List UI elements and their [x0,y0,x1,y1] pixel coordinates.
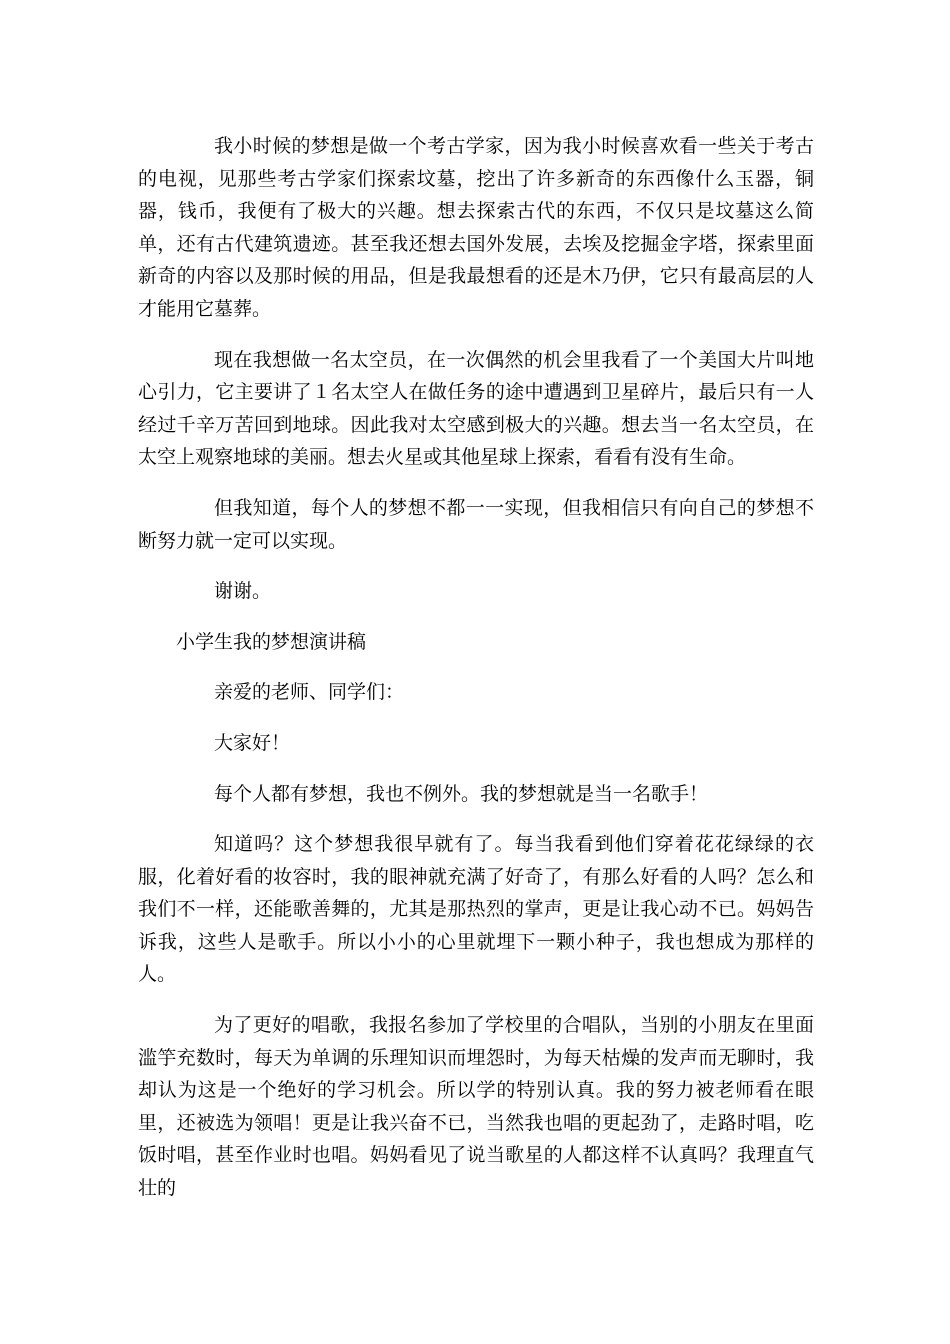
paragraph-choir: 为了更好的唱歌，我报名参加了学校里的合唱队，当别的小朋友在里面滥竽充数时，每天为单调的乐理知识而埋怨时，为每天枯燥的发声而无聊时，我却认为这是一个绝好的学习机会。所以学的特别认真。我的努力被老师看在眼里，还被选为领唱！更是让我兴奋不已，当然我也唱的更起劲了，走路时唱，吃饭时唱，甚至作业时也唱。妈妈看见了说当歌星的人都这样不认真吗？我理直气壮的 [138,1014,814,1200]
paragraph-archaeologist: 我小时候的梦想是做一个考古学家，因为我小时候喜欢看一些关于考古的电视，见那些考古学家们探索坟墓，挖出了许多新奇的东西像什么玉器，铜器，钱币，我便有了极大的兴趣。想去探索古代的东西，不仅只是坟墓这么简单，还有古代建筑遗迹。甚至我还想去国外发展，去埃及挖掘金字塔，探索里面新奇的内容以及那时候的用品，但是我最想看的还是木乃伊，它只有最高层的人才能用它墓葬。 [138,135,814,320]
paragraph-astronaut: 现在我想做一名太空员，在一次偶然的机会里我看了一个美国大片叫地心引力，它主要讲了１名太空人在做任务的途中遭遇到卫星碎片，最后只有一人经过千辛万苦回到地球。因此我对太空感到极大的兴趣。想去当一名太空员，在太空上观察地球的美丽。想去火星或其他星球上探索，看看有没有生命。 [138,348,814,469]
document-body [138,130,814,1223]
paragraph-greeting-teachers: 亲爱的老师、同学们： [214,681,405,704]
paragraph-belief: 但我知道，每个人的梦想不都一一实现，但我相信只有向自己的梦想不断努力就一定可以实现。 [138,496,814,552]
paragraph-hello: 大家好！ [214,731,291,754]
paragraph-early-dream: 知道吗？这个梦想我很早就有了。每当我看到他们穿着花花绿绿的衣服，化着好看的妆容时，我的眼神就充满了好奇了，有那么好看的人吗？怎么和我们不一样，还能歌善舞的，尤其是那热烈的掌声，更是让我心动不已。妈妈告诉我，这些人是歌手。所以小小的心里就埋下一颗小种子，我也想成为那样的人。 [138,833,814,986]
paragraph-thanks: 谢谢。 [214,580,272,603]
section-heading: 小学生我的梦想演讲稿 [176,630,367,653]
paragraph-dream-singer: 每个人都有梦想，我也不例外。我的梦想就是当一名歌手！ [214,782,709,805]
